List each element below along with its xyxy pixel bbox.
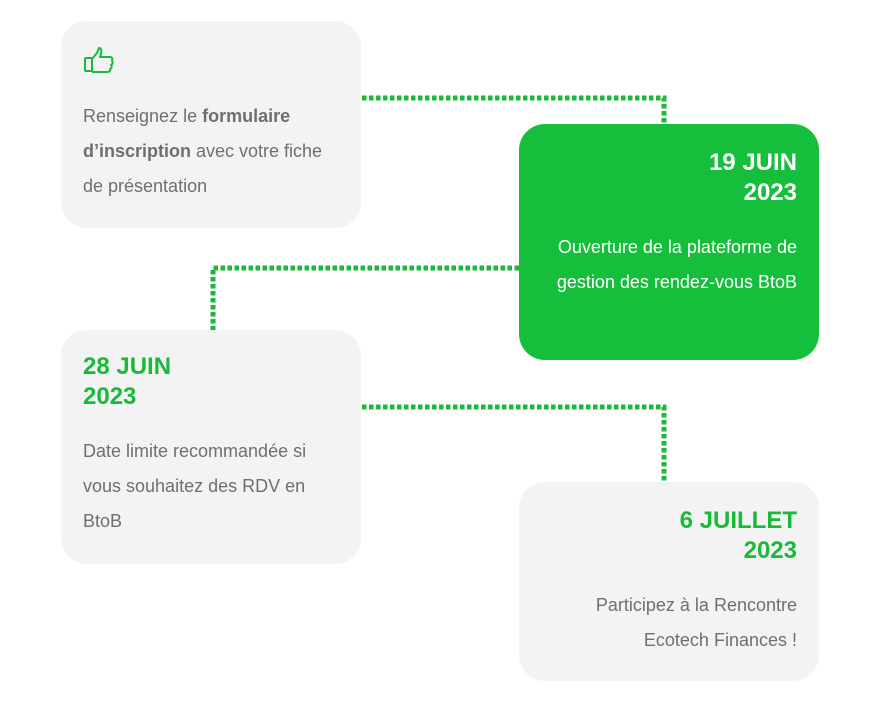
step-date: 6 JUILLET 2023	[679, 507, 797, 564]
connector-step2-step3	[213, 268, 519, 330]
step-card-19-juin	[519, 124, 819, 360]
step-text: Renseignez le formulaire d’inscription avec votre fiche de présentation	[83, 106, 323, 196]
connector-step3-step4	[362, 407, 664, 482]
step-card-formulaire	[61, 21, 361, 228]
step-date: 19 JUIN 2023	[708, 149, 797, 206]
step-date: 28 JUIN 2023	[83, 353, 172, 410]
step-text: Participez à la Rencontre Ecotech Finances !	[595, 595, 797, 650]
step-text: Date limite recommandée si vous souhaitez des RDV en BtoB	[83, 441, 307, 531]
step-card-6-juillet	[519, 482, 819, 681]
thumbs-up-icon	[83, 47, 115, 75]
step-text: Ouverture de la plateforme de gestion des rendez-vous BtoB	[556, 237, 797, 292]
step-card-28-juin	[61, 330, 361, 564]
connector-step1-step2	[362, 98, 664, 124]
